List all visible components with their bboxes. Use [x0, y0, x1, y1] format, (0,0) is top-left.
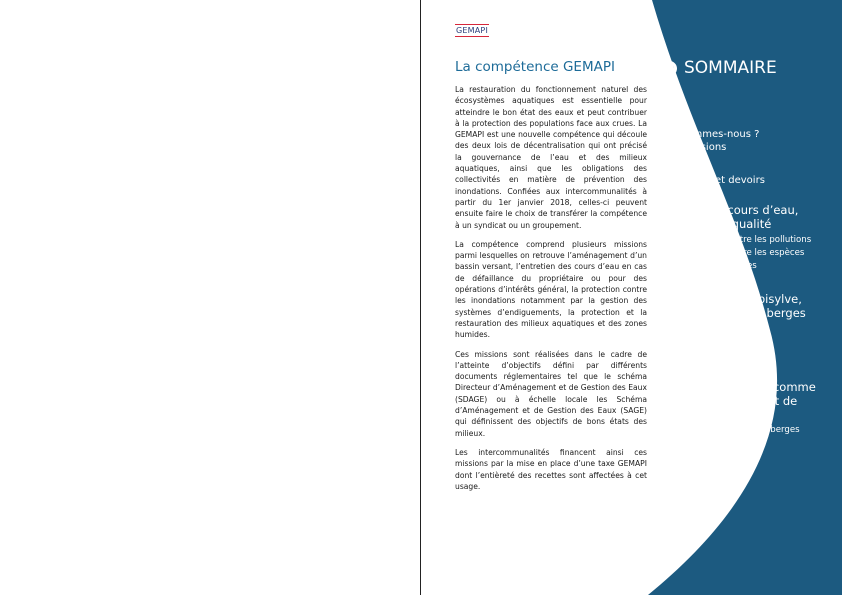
toc-item-ripisylve-line1[interactable]: Entretenir la ripisylve, [675, 292, 802, 306]
toc-item-eau-qualite-line2[interactable]: de bonne qualité [674, 217, 772, 231]
toc-item-cours-eau-line3[interactable]: dynamisme [687, 408, 755, 422]
toc-item-droits-devoirs[interactable]: Vos droits et devoirs [663, 175, 765, 186]
toc-item-cours-eau-line2[interactable]: source de vie et de [687, 394, 798, 408]
paragraph-1: La restauration du fonctionnement naturel des écosystèmes aquatiques est essentielle pour atteindre le bon état des eaux et peut contribuer à la protection des populations face aux crues. La GEMAPI est une nouvelle compétence qui découle des deux lois de décentralisation qui ont précisé la gouvernance de l’eau et des milieux aquatiques, ainsi que les obligations des collectivités en matière de prévention des inondations. Confiées aux intercommunalités à partir du 1er janvier 2018, celles-ci peuvent ensuite faire le choix de transférer la compétence à un syndicat ou un groupement. [455, 85, 647, 230]
paragraph-3: Ces missions sont réalisées dans le cadre de l’atteinte d’objectifs défini par différents documents réglementaires tel que le schéma Directeur d’Aménagement et de Gestion des Eaux (SDAGE) ou à échelle locale les Schéma d’Aménagement et de Gestion des Eaux (SAGE) qui définissent des objectifs de bons états des milieux. [455, 349, 647, 438]
toc-item-cours-eau-line1[interactable]: Le cours d’eau comme [685, 380, 816, 394]
paragraph-2: La compétence comprend plusieurs missions parmi lesquelles on retrouve l’aménagement d’un bassin versant, l’entretien des cours d’eau en cas de défaillance du propriétaire ou pour des opérations d’intérêts général, la protection contre les inondations notamment par la gestion des systèmes d’endiguements, la protection et la restauration des milieux aquatiques et des zones humides. [455, 239, 647, 340]
toc-sub-pollutions[interactable]: ~ Lutter contre les pollutions [686, 235, 812, 245]
toc-sub-especes[interactable]: ~ Lutter contre les espèces [686, 248, 805, 258]
toc-item-eau-qualite-line1[interactable]: L’eau du cours d’eau, [674, 203, 799, 217]
page-title: La compétence GEMAPI [455, 59, 615, 75]
section-tag: GEMAPI [456, 26, 489, 35]
toc-sub-berges[interactable]: ~ Améliorer les berges [701, 425, 800, 435]
sub-list-bar [688, 323, 689, 357]
toc-sub-agir[interactable]: ~ Agir [694, 336, 722, 346]
sommaire-heading [662, 58, 777, 78]
sub-list-bar [695, 425, 696, 437]
toc-sub-connaitre[interactable]: ~ Connaître [694, 323, 746, 333]
sommaire-title: SOMMAIRE [684, 58, 777, 78]
paragraph-4: Les intercommunalités financent ainsi ces missions par la mise en place d’une taxe GEMAPI dont l’entièreté des recettes sont affectées à cet usage. [455, 447, 647, 491]
sub-list-bar [680, 235, 681, 269]
toc-item-ripisylve-line2[interactable]: végétation des berges [677, 306, 806, 320]
ring-bullet-icon [662, 61, 677, 76]
toc-sub-observer[interactable]: ~ Observer [697, 349, 747, 359]
toc-item-qui-sommes-nous[interactable]: Qui sommes-nous ? [661, 129, 760, 140]
toc-item-glossaire[interactable]: Glossaire [687, 459, 734, 470]
toc-sub-envahissantes[interactable]: envahissantes [695, 261, 757, 271]
toc-item-nos-missions[interactable]: Nos missions [661, 142, 727, 153]
